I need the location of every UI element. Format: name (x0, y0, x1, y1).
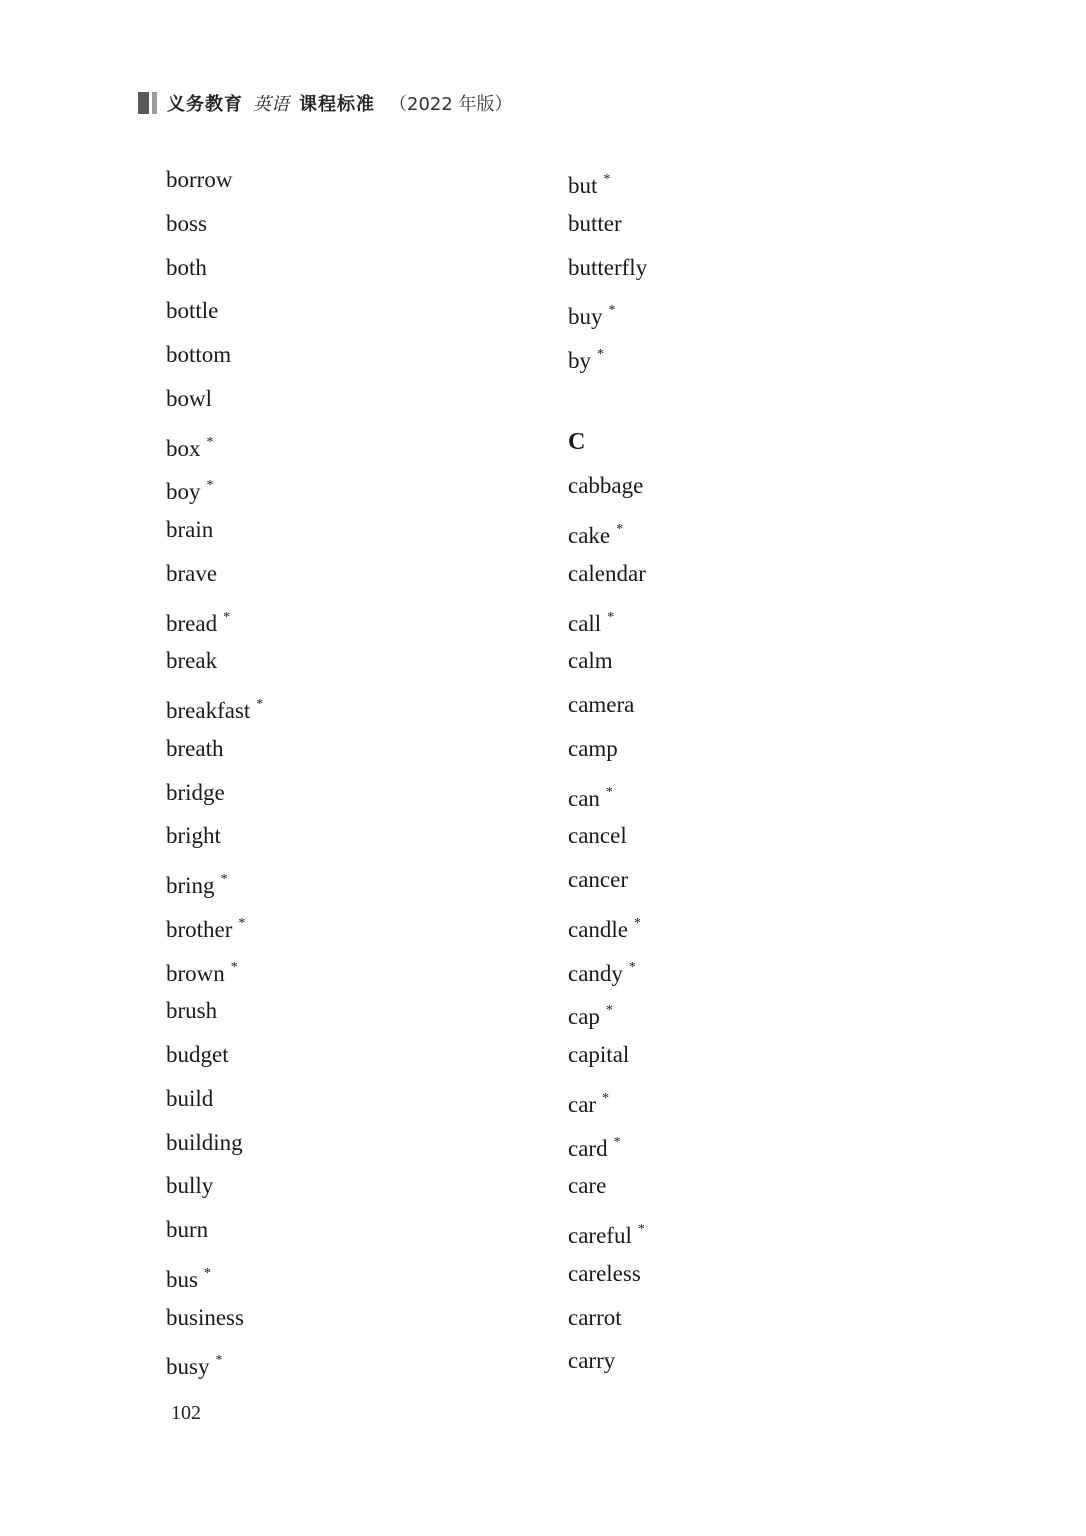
word-entry (568, 1121, 647, 1165)
section-letter-heading (568, 421, 647, 465)
word-entry (568, 508, 647, 552)
word-entry (166, 683, 263, 727)
word-text: calendar (568, 560, 646, 586)
word-entry (166, 1339, 263, 1383)
word-entry (166, 902, 263, 946)
word-entry (568, 639, 647, 683)
asterisk-marker: * (238, 915, 246, 931)
word-entry (568, 596, 647, 640)
word-entry (166, 1033, 263, 1077)
word-text: bowl (166, 385, 212, 411)
word-text: carrot (568, 1304, 622, 1330)
asterisk-marker: * (206, 478, 214, 494)
word-text: cabbage (568, 473, 644, 499)
word-text: boss (166, 210, 207, 236)
asterisk-marker: * (628, 959, 636, 975)
word-entry (568, 727, 647, 771)
word-text: busy (166, 1354, 210, 1380)
word-entry (166, 1121, 263, 1165)
word-entry (568, 814, 647, 858)
asterisk-marker: * (634, 915, 642, 931)
word-entry (166, 1252, 263, 1296)
asterisk-marker: * (605, 1003, 613, 1019)
word-entry (166, 202, 263, 246)
word-entry (166, 246, 263, 290)
asterisk-marker: * (206, 434, 214, 450)
word-entry (568, 1296, 647, 1340)
word-entry (568, 989, 647, 1033)
word-text: bridge (166, 779, 225, 805)
word-text: both (166, 254, 207, 280)
word-text: bread (166, 610, 218, 636)
word-entry (568, 1339, 647, 1383)
word-text: can (568, 785, 600, 811)
word-text: buy (568, 304, 603, 330)
word-text: candle (568, 916, 629, 942)
word-text: brain (166, 517, 214, 542)
word-text: careful (568, 1223, 632, 1248)
word-text: camera (568, 692, 635, 717)
word-entry (166, 377, 263, 421)
word-entry (166, 1164, 263, 1208)
word-entry (166, 596, 263, 640)
word-entry (568, 946, 647, 990)
word-entry (568, 158, 647, 202)
asterisk-marker: * (597, 347, 604, 362)
word-text: brown (166, 960, 225, 986)
word-entry (166, 289, 263, 333)
asterisk-marker: * (223, 609, 231, 625)
asterisk-marker: * (613, 1134, 621, 1150)
word-entry (568, 464, 647, 508)
header-subject: 英语 (253, 94, 289, 115)
word-entry (166, 1208, 263, 1252)
word-entry (166, 727, 263, 771)
word-text: borrow (166, 167, 233, 192)
word-text: build (166, 1085, 214, 1111)
word-entry (166, 858, 263, 902)
word-entry (568, 246, 647, 290)
word-entry (568, 202, 647, 246)
word-text: calm (568, 648, 613, 674)
word-text: box (166, 435, 201, 461)
asterisk-marker: * (637, 1222, 645, 1237)
word-entry (166, 1296, 263, 1340)
word-entry (166, 158, 263, 202)
word-entry (568, 1208, 647, 1252)
word-column-left (166, 158, 263, 1383)
word-text: bus (166, 1266, 198, 1292)
word-entry (568, 1033, 647, 1077)
word-entry (166, 814, 263, 858)
blank-row (568, 377, 647, 421)
word-text: bottom (166, 342, 232, 367)
word-entry (568, 771, 647, 815)
header-title: 义务教育 (167, 94, 243, 115)
asterisk-marker: * (603, 172, 611, 187)
word-text: butter (568, 210, 622, 236)
running-header (138, 88, 513, 118)
asterisk-marker: * (616, 522, 624, 537)
word-entry (166, 771, 263, 815)
word-text: candy (568, 960, 623, 986)
word-text: by (568, 348, 591, 373)
word-text: break (166, 648, 218, 674)
word-column-right (568, 158, 647, 1383)
word-entry (568, 289, 647, 333)
word-entry (166, 1077, 263, 1121)
word-entry (568, 1252, 647, 1296)
word-text: bottle (166, 298, 219, 324)
word-text: cap (568, 1004, 600, 1030)
word-text: cancel (568, 823, 627, 849)
word-text: brush (166, 998, 218, 1024)
word-text: careless (568, 1260, 641, 1286)
asterisk-marker: * (602, 1090, 610, 1106)
word-text: budget (166, 1042, 229, 1067)
word-text: brave (166, 560, 218, 586)
word-entry (166, 464, 263, 508)
word-text: butterfly (568, 254, 648, 280)
asterisk-marker: * (608, 303, 616, 319)
asterisk-marker: * (203, 1265, 211, 1281)
word-entry (166, 946, 263, 990)
asterisk-marker: * (215, 1353, 223, 1369)
word-text: but (568, 173, 598, 198)
word-text: building (166, 1129, 243, 1155)
word-text: bully (166, 1173, 214, 1199)
word-text: brother (166, 916, 233, 942)
word-text: cancer (568, 867, 628, 892)
word-text: carry (568, 1348, 616, 1374)
word-text: cake (568, 523, 611, 548)
word-text: card (568, 1135, 608, 1161)
word-entry (166, 552, 263, 596)
word-text: business (166, 1304, 244, 1330)
word-entry (166, 508, 263, 552)
word-text: capital (568, 1042, 630, 1067)
word-text: boy (166, 479, 201, 505)
word-text: car (568, 1091, 597, 1117)
header-edition: （2022 年版） (389, 94, 513, 115)
asterisk-marker: * (256, 697, 264, 712)
word-entry (568, 552, 647, 596)
word-text: bring (166, 873, 215, 898)
asterisk-marker: * (230, 959, 238, 975)
asterisk-marker: * (607, 609, 615, 625)
word-text: camp (568, 735, 618, 761)
word-entry (568, 333, 647, 377)
word-text: bright (166, 823, 221, 849)
word-entry (568, 858, 647, 902)
header-course: 课程标准 (299, 94, 375, 115)
word-entry (166, 639, 263, 683)
word-text: call (568, 610, 602, 636)
word-entry (166, 421, 263, 465)
word-entry (568, 1164, 647, 1208)
word-text: breakfast (166, 698, 251, 723)
word-entry (166, 989, 263, 1033)
asterisk-marker: * (220, 872, 228, 887)
header-bars-icon (138, 92, 157, 114)
word-entry (568, 1077, 647, 1121)
word-entry (166, 333, 263, 377)
asterisk-marker: * (605, 784, 613, 800)
word-text: burn (166, 1217, 209, 1242)
page-number: 102 (171, 1402, 201, 1424)
word-entry (568, 902, 647, 946)
word-entry (568, 683, 647, 727)
word-text: C (568, 428, 586, 455)
word-text: care (568, 1173, 607, 1199)
word-text: breath (166, 735, 224, 761)
